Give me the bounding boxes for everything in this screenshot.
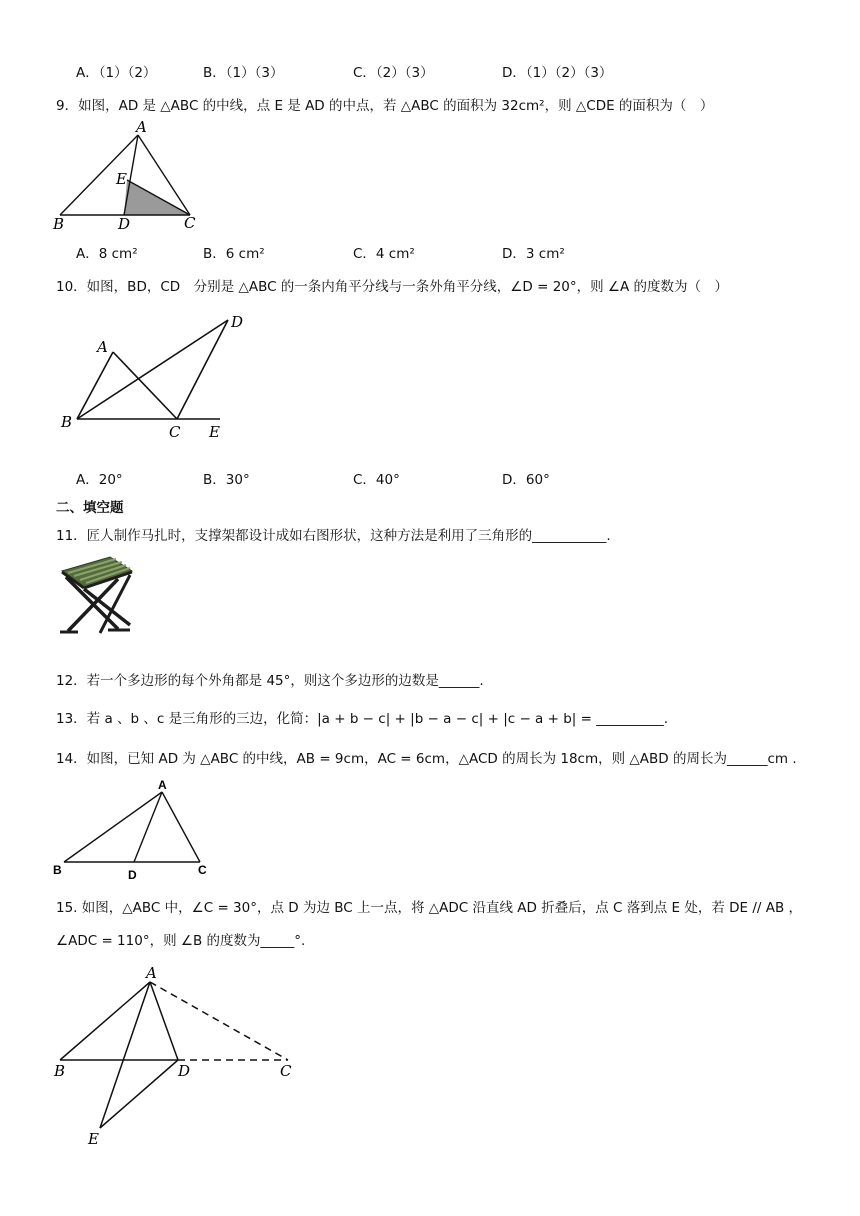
label-b: B [53,215,65,232]
q8-option-b: B．（1）（3） [203,65,284,81]
label-c: C [280,1062,292,1080]
q15-figure [48,962,308,1150]
q11-stem: 11．匠人制作马扎时，支撑架都设计成如右图形状，这种方法是利用了三角形的___________. [56,528,611,544]
q15-stem-line2: ∠ADC = 110°，则 ∠B 的度数为_____°. [56,933,306,949]
q10-option-d: D．60° [502,472,550,488]
stool-image [56,553,138,638]
q10-option-a: A．20° [76,472,123,488]
q9-option-d: D．3 cm² [502,246,565,262]
label-c: C [184,214,196,232]
label-c: C [169,423,181,441]
section-title: 二、填空题 [56,500,124,516]
q10-figure [55,308,255,443]
label-d: D [178,1062,191,1080]
label-e: E [88,1130,99,1148]
label-b: B [61,413,73,431]
q8-option-a: A．（1）（2） [76,65,157,81]
label-e: E [209,423,220,441]
q14-figure [50,776,220,884]
label-a: A [136,118,147,136]
q9-stem: 9．如图，AD 是 △ABC 的中线，点 E 是 AD 的中点，若 △ABC 的面积为 32cm²，则 △CDE 的面积为（ ） [56,98,714,114]
q12-stem: 12．若一个多边形的每个外角都是 45°，则这个多边形的边数是______. [56,673,484,689]
q9-figure [50,118,210,232]
q9-option-a: A．8 cm² [76,246,138,262]
q9-option-c: C．4 cm² [353,246,415,262]
q8-option-c: C．（2）（3） [353,65,434,81]
label-b: B [54,1062,66,1080]
label-a: A [158,778,167,792]
label-d: D [231,313,244,331]
label-d: D [118,215,131,232]
q15-stem-line1: 15. 如图，△ABC 中，∠C = 30°，点 D 为边 BC 上一点，将 △ADC 沿直线 AD 折叠后，点 C 落到点 E 处，若 DE // AB ， [56,900,803,916]
q10-option-c: C．40° [353,472,400,488]
label-e: E [116,170,127,188]
q14-stem: 14．如图，已知 AD 为 △ABC 的中线，AB = 9cm，AC = 6cm，△ACD 的周长为 18cm，则 △ABD 的周长为______cm . [56,751,797,767]
label-a: A [97,338,108,356]
label-d: D [128,868,137,882]
q10-stem: 10．如图，BD，CD 分别是 △ABC 的一条内角平分线与一条外角平分线，∠D = 20°，则 ∠A 的度数为（ ） [56,279,729,295]
q13-stem: 13．若 a 、b 、c 是三角形的三边，化简：|a + b − c| + |b − a − c| + |c − a + b| = __________. [56,711,669,727]
label-a: A [146,964,157,982]
q10-option-b: B．30° [203,472,250,488]
q8-option-d: D．（1）（2）（3） [502,65,613,81]
q9-option-b: B．6 cm² [203,246,265,262]
label-c: C [198,863,207,877]
label-b: B [53,863,62,877]
